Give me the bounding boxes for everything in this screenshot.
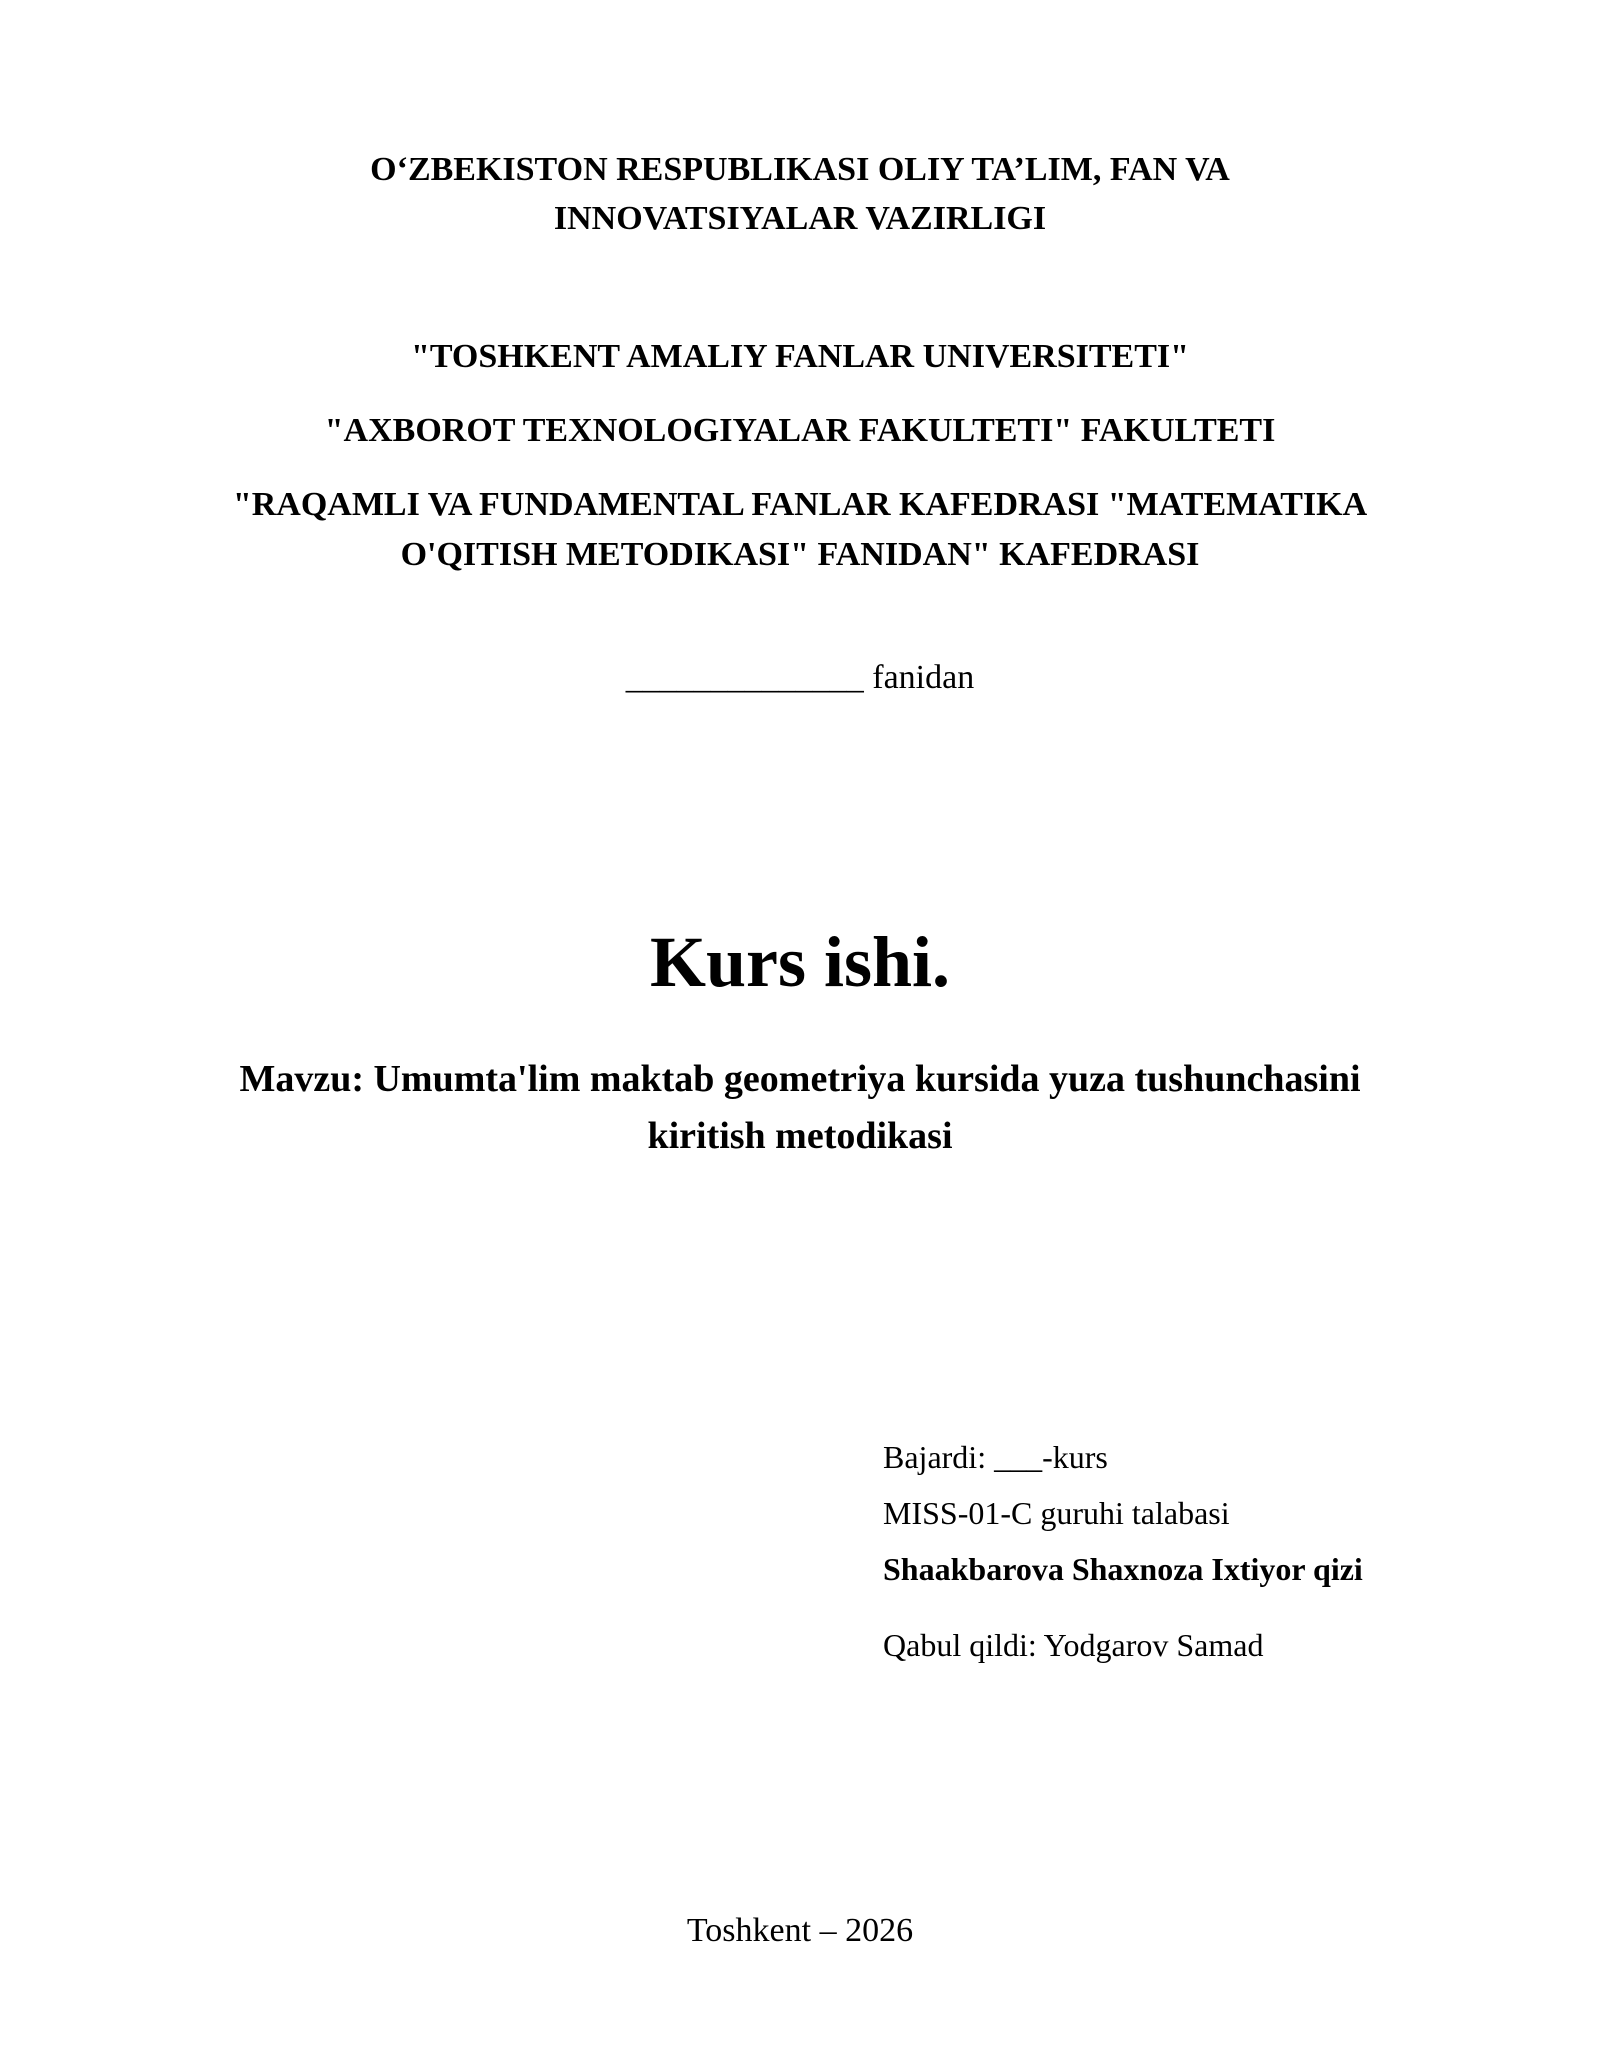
ministry-line-1: O‘ZBEKISTON RESPUBLIKASI OLIY TA’LIM, FAN VA [370, 151, 1230, 188]
topic-line-2: kiritish metodikasi [647, 1115, 953, 1157]
ministry-line-2: INNOVATSIYALAR VAZIRLIGI [553, 200, 1047, 237]
performed-by: Bajardi: ___-kurs [883, 1439, 1108, 1475]
student-group: MISS-01-C guruhi talabasi [883, 1495, 1230, 1531]
accepted-by: Qabul qildi: Yodgarov Samad [883, 1627, 1264, 1663]
department-line-1: "RAQAMLI VA FUNDAMENTAL FANLAR KAFEDRASI "MATEMATIKA [232, 486, 1368, 523]
topic-line-1: Mavzu: Umumta'lim maktab geometriya kursida yuza tushunchasini [239, 1058, 1361, 1100]
university-name: "TOSHKENT AMALIY FANLAR UNIVERSITETI" [410, 338, 1190, 375]
document-title: Kurs ishi. [649, 922, 951, 1002]
city-year: Toshkent – 2026 [686, 1912, 914, 1949]
subject-line: ______________ fanidan [625, 659, 975, 696]
student-name: Shaakbarova Shaxnoza Ixtiyor qizi [883, 1551, 1363, 1587]
department-line-2: O'QITISH METODIKASI" FANIDAN" KAFEDRASI [400, 536, 1200, 573]
faculty-name: "AXBOROT TEXNOLOGIYALAR FAKULTETI" FAKULTETI [324, 412, 1276, 449]
